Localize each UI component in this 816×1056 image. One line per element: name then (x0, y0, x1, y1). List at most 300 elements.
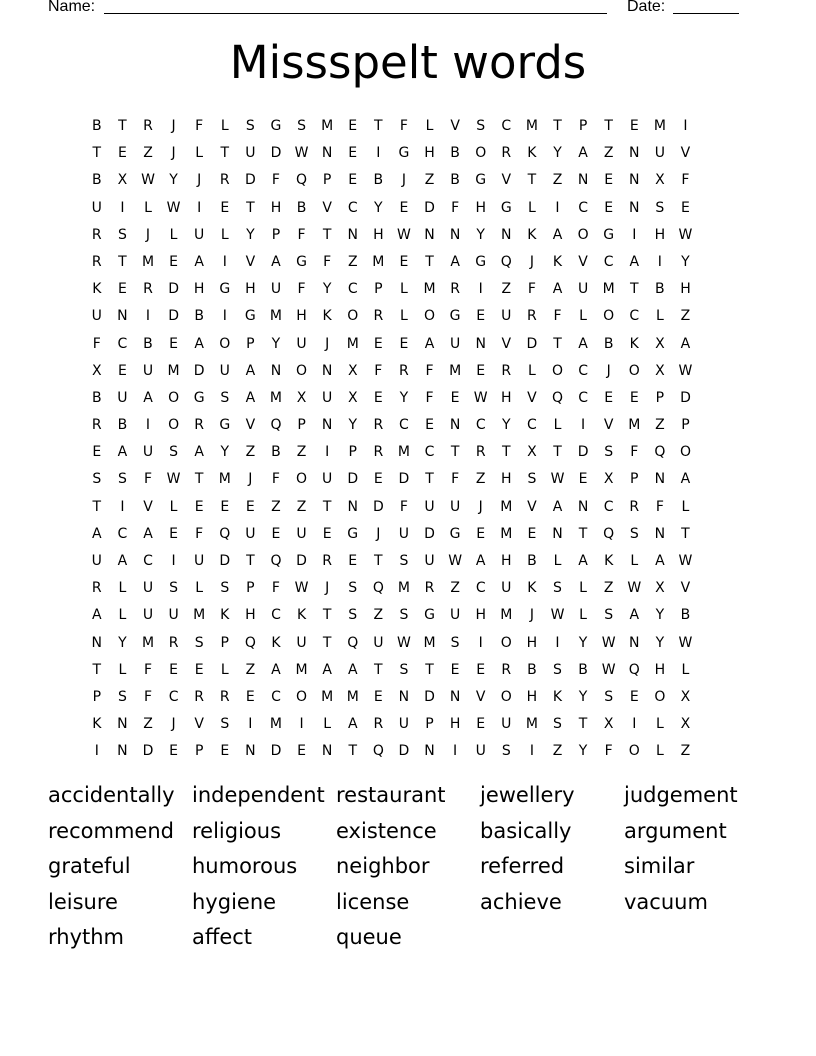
word-list-item: restaurant (336, 783, 446, 807)
grid-letter: I (145, 308, 151, 325)
grid-letter: M (500, 607, 513, 624)
grid-letter: E (373, 335, 383, 352)
grid-letter: J (171, 118, 176, 134)
grid-letter: L (527, 362, 536, 379)
grid-letter: N (629, 634, 640, 651)
grid-letter: K (527, 580, 537, 597)
grid-letter: I (222, 253, 227, 270)
grid-letter: E (578, 471, 588, 488)
grid-letter: O (679, 444, 691, 461)
grid-letter: W (678, 553, 693, 569)
grid-letter: Q (654, 444, 666, 461)
grid-row (84, 439, 698, 466)
grid-row (84, 195, 698, 222)
grid-letter: T (527, 172, 537, 189)
grid-letter: E (169, 335, 178, 352)
grid-letter: S (553, 580, 562, 597)
grid-letter: E (297, 743, 306, 760)
grid-letter: P (655, 389, 665, 406)
grid-letter: S (655, 199, 665, 216)
grid-row (84, 385, 698, 412)
grid-letter: S (117, 688, 127, 705)
grid-letter: A (578, 145, 588, 162)
grid-letter: K (92, 281, 102, 298)
grid-letter: S (245, 118, 255, 134)
grid-letter: F (92, 335, 101, 352)
grid-letter: T (553, 444, 562, 461)
grid-letter: U (398, 525, 410, 542)
grid-letter: O (168, 417, 180, 434)
grid-letter: Z (603, 580, 614, 597)
grid-letter: V (527, 498, 537, 515)
grid-letter: C (527, 417, 537, 434)
grid-letter: U (475, 743, 486, 760)
grid-letter: M (141, 253, 155, 270)
grid-letter: Z (373, 607, 384, 624)
grid-letter: I (555, 634, 560, 651)
grid-letter: F (451, 199, 460, 216)
grid-letter: R (219, 172, 230, 189)
grid-letter: A (424, 335, 435, 352)
grid-letter: M (269, 716, 282, 733)
grid-letter: N (270, 362, 282, 379)
grid-letter: L (655, 743, 664, 760)
grid-letter: H (654, 661, 666, 678)
grid-letter: O (500, 688, 512, 705)
grid-letter: G (296, 253, 307, 270)
grid-letter: I (657, 253, 662, 270)
grid-letter: E (604, 199, 614, 216)
grid-letter: Y (502, 417, 511, 434)
grid-letter: Q (219, 525, 231, 542)
grid-letter: V (680, 145, 691, 162)
grid-letter: P (425, 716, 434, 733)
grid-letter: S (553, 661, 562, 678)
grid-letter: D (398, 743, 410, 760)
grid-letter: R (143, 281, 153, 298)
grid-letter: C (399, 417, 409, 434)
grid-letter: Q (270, 553, 282, 569)
grid-letter: G (424, 607, 435, 624)
grid-letter: R (450, 281, 460, 298)
grid-letter: I (248, 716, 253, 733)
grid-letter: H (245, 607, 256, 624)
grid-letter: U (577, 281, 589, 298)
word-list-item: accidentally (48, 783, 175, 807)
grid-letter: W (627, 580, 642, 597)
word-list-item: basically (480, 818, 572, 843)
grid-letter: L (323, 716, 332, 733)
grid-letter: E (169, 253, 178, 270)
date-blank-line (673, 13, 739, 14)
grid-letter: N (321, 362, 333, 379)
grid-letter: B (450, 145, 460, 162)
grid-letter: R (91, 253, 102, 270)
grid-row (84, 303, 698, 330)
word-list-item: neighbor (336, 854, 430, 879)
grid-row (84, 711, 698, 738)
grid-letter: N (629, 145, 640, 162)
grid-letter: L (681, 661, 690, 678)
word-list-item: achieve (480, 889, 562, 914)
grid-letter: U (424, 553, 435, 569)
grid-letter: H (680, 281, 691, 298)
grid-letter: C (475, 417, 486, 434)
grid-letter: T (118, 118, 127, 134)
grid-letter: D (219, 553, 231, 569)
grid-letter: G (398, 145, 410, 162)
word-list-item: similar (624, 854, 695, 879)
grid-letter: B (680, 607, 691, 624)
grid-letter: H (245, 281, 256, 298)
grid-letter: F (451, 471, 460, 488)
grid-letter: Q (296, 172, 308, 189)
grid-letter: C (603, 498, 614, 515)
grid-letter: O (654, 688, 666, 705)
grid-letter: U (296, 634, 307, 651)
grid-letter: V (680, 580, 691, 597)
grid-letter: F (195, 118, 204, 134)
grid-letter: I (120, 199, 125, 216)
grid-letter: E (117, 362, 127, 379)
grid-letter: T (322, 226, 332, 243)
grid-letter: E (629, 389, 639, 406)
grid-letter: C (578, 362, 588, 379)
word-list-item: vacuum (624, 889, 708, 914)
grid-letter: X (92, 362, 102, 379)
grid-letter: A (194, 444, 204, 461)
grid-letter: N (398, 688, 410, 705)
grid-letter: O (628, 362, 640, 379)
grid-row (84, 466, 698, 493)
grid-letter: L (579, 580, 587, 597)
grid-letter: U (91, 553, 102, 569)
grid-letter: U (449, 607, 461, 624)
grid-letter: H (475, 607, 486, 624)
grid-letter: S (399, 661, 409, 678)
grid-letter: W (678, 362, 693, 379)
grid-letter: V (603, 417, 614, 434)
grid-letter: F (553, 308, 562, 325)
grid-letter: D (244, 172, 256, 189)
grid-letter: U (296, 335, 307, 352)
grid-letter: V (322, 199, 332, 216)
grid-letter: W (678, 226, 693, 243)
grid-letter: E (604, 172, 614, 189)
grid-letter: V (501, 172, 512, 189)
grid-letter: P (271, 226, 281, 243)
grid-letter: K (629, 335, 639, 352)
grid-letter: T (246, 553, 255, 569)
grid-letter: L (144, 199, 152, 216)
grid-letter: B (655, 281, 665, 298)
grid-letter: M (218, 471, 231, 488)
grid-letter: U (142, 607, 154, 624)
grid-letter: M (397, 444, 410, 461)
grid-letter: H (270, 199, 282, 216)
grid-letter: R (399, 362, 409, 379)
grid-letter: Q (628, 661, 640, 678)
grid-letter: S (399, 553, 409, 569)
grid-letter: R (501, 661, 512, 678)
grid-letter: G (347, 525, 359, 542)
grid-letter: D (372, 498, 384, 515)
grid-letter: O (551, 362, 563, 379)
grid-letter: K (552, 253, 563, 270)
grid-letter: Y (553, 145, 562, 162)
grid-letter: B (91, 172, 102, 189)
grid-letter: M (346, 688, 359, 705)
grid-letter: N (449, 688, 461, 705)
grid-letter: F (681, 172, 690, 189)
grid-letter: C (117, 335, 128, 352)
grid-letter: M (321, 688, 334, 705)
grid-letter: E (604, 389, 614, 406)
grid-letter: B (91, 389, 102, 406)
grid-letter: T (92, 145, 102, 162)
grid-letter: A (117, 553, 128, 569)
word-list-item: rhythm (48, 925, 125, 950)
grid-row (84, 548, 698, 575)
grid-letter: Q (603, 525, 615, 542)
grid-letter: D (398, 471, 410, 488)
grid-letter: U (501, 580, 512, 597)
word-list (48, 778, 768, 956)
grid-letter: E (476, 362, 486, 379)
grid-letter: H (501, 553, 512, 569)
grid-letter: F (425, 362, 434, 379)
grid-row (84, 630, 698, 657)
grid-letter: U (117, 389, 128, 406)
grid-letter: C (271, 688, 281, 705)
grid-letter: F (630, 444, 639, 461)
grid-letter: Y (399, 389, 409, 406)
grid-letter: M (602, 281, 615, 298)
grid-letter: E (476, 661, 486, 678)
grid-letter: R (501, 145, 512, 162)
grid-letter: K (527, 226, 537, 243)
word-list-item: jewellery (480, 783, 575, 807)
grid-letter: H (449, 716, 461, 733)
grid-letter: A (92, 525, 102, 542)
grid-letter: K (322, 308, 332, 325)
grid-letter: V (527, 389, 537, 406)
grid-letter: S (169, 444, 179, 461)
grid-letter: Z (271, 498, 281, 515)
grid-letter: W (448, 553, 463, 569)
grid-letter: Y (169, 172, 178, 189)
grid-letter: L (681, 498, 690, 515)
grid-letter: L (220, 661, 229, 678)
grid-letter: R (322, 553, 332, 569)
grid-letter: K (92, 716, 102, 733)
grid-letter: N (117, 716, 128, 733)
grid-letter: B (527, 661, 537, 678)
grid-letter: I (478, 281, 483, 298)
grid-letter: F (143, 471, 153, 488)
grid-letter: I (299, 716, 304, 733)
grid-letter: U (270, 281, 282, 298)
grid-letter: A (347, 661, 358, 678)
grid-letter: E (169, 743, 178, 760)
grid-letter: F (655, 498, 664, 515)
grid-letter: S (399, 607, 409, 624)
page-title: Missspelt words (229, 36, 587, 89)
grid-letter: D (296, 553, 307, 569)
grid-letter: T (220, 145, 230, 162)
grid-letter: E (399, 253, 409, 270)
grid-letter: F (271, 580, 280, 597)
grid-letter: R (373, 417, 384, 434)
grid-letter: W (678, 634, 693, 651)
grid-letter: N (321, 417, 333, 434)
grid-letter: E (194, 661, 204, 678)
grid-letter: X (347, 389, 358, 406)
grid-letter: M (269, 389, 282, 406)
grid-letter: F (271, 471, 280, 488)
grid-letter: O (296, 362, 308, 379)
grid-letter: M (525, 118, 538, 134)
grid-letter: E (245, 498, 255, 515)
grid-letter: E (271, 525, 281, 542)
grid-letter: A (450, 253, 460, 270)
grid-letter: J (248, 471, 253, 488)
word-list-item: religious (192, 818, 282, 843)
grid-letter: A (271, 661, 281, 678)
grid-letter: N (424, 226, 435, 243)
grid-letter: F (297, 226, 306, 243)
grid-row (84, 575, 698, 602)
grid-letter: L (630, 553, 639, 569)
word-list-item: grateful (48, 854, 131, 879)
grid-letter: U (322, 389, 333, 406)
grid-letter: W (473, 389, 488, 406)
grid-letter: A (322, 661, 332, 678)
grid-letter: Q (551, 389, 563, 406)
grid-letter: E (348, 172, 358, 189)
grid-letter: T (348, 743, 358, 760)
grid-letter: P (322, 172, 332, 189)
grid-letter: E (348, 145, 358, 162)
grid-letter: U (449, 335, 461, 352)
grid-letter: I (145, 417, 151, 434)
grid-letter: M (269, 308, 282, 325)
grid-letter: Z (143, 145, 153, 162)
word-list-item: judgement (624, 783, 738, 807)
grid-letter: U (142, 580, 154, 597)
grid-letter: Z (552, 172, 563, 189)
grid-letter: L (527, 199, 536, 216)
grid-letter: W (294, 580, 309, 597)
grid-letter: P (246, 335, 255, 352)
grid-letter: Z (680, 308, 691, 325)
grid-letter: D (424, 525, 435, 542)
grid-letter: W (294, 145, 309, 162)
grid-letter: T (246, 199, 255, 216)
grid-letter: D (577, 444, 589, 461)
grid-letter: U (424, 498, 435, 515)
grid-letter: Y (322, 281, 332, 298)
grid-letter: N (475, 335, 486, 352)
grid-letter: L (553, 553, 562, 569)
grid-letter: X (655, 580, 665, 597)
word-list-item: recommend (48, 818, 174, 843)
grid-letter: J (145, 226, 151, 243)
grid-letter: H (193, 281, 205, 298)
grid-letter: D (526, 335, 538, 352)
grid-letter: B (373, 172, 384, 189)
grid-letter: Y (655, 607, 665, 624)
grid-letter: T (425, 661, 434, 678)
grid-letter: Q (500, 253, 512, 270)
grid-letter: P (194, 743, 204, 760)
grid-letter: J (325, 580, 330, 597)
grid-letter: A (143, 525, 153, 542)
grid-letter: X (655, 172, 665, 189)
grid-letter: T (322, 634, 332, 651)
grid-letter: A (629, 253, 640, 270)
grid-letter: O (296, 688, 308, 705)
grid-letter: O (577, 226, 589, 243)
grid-letter: B (296, 199, 307, 216)
grid-letter: L (655, 716, 664, 733)
grid-letter: R (143, 118, 153, 134)
grid-letter: E (476, 525, 486, 542)
grid-letter: E (220, 743, 230, 760)
grid-letter: A (143, 389, 153, 406)
grid-letter: P (220, 634, 229, 651)
grid-letter: W (141, 172, 155, 189)
grid-letter: O (219, 335, 231, 352)
grid-letter: O (424, 308, 436, 325)
grid-letter: R (629, 498, 640, 515)
grid-letter: C (347, 199, 358, 216)
grid-letter: M (423, 281, 436, 298)
grid-letter: W (601, 661, 616, 678)
grid-letter: H (475, 199, 486, 216)
word-list-item: referred (480, 854, 565, 879)
grid-letter: C (424, 444, 435, 461)
grid-letter: U (219, 362, 230, 379)
grid-letter: F (323, 253, 332, 270)
grid-row (84, 494, 698, 521)
grid-letter: T (322, 498, 332, 515)
grid-letter: Y (246, 226, 255, 243)
grid-letter: T (604, 118, 613, 134)
grid-letter: V (245, 253, 256, 270)
grid-letter: U (245, 525, 256, 542)
grid-letter: M (653, 118, 666, 134)
grid-letter: M (500, 525, 513, 542)
grid-letter: S (629, 525, 639, 542)
grid-letter: S (604, 607, 614, 624)
grid-letter: Y (655, 634, 665, 651)
grid-letter: P (92, 688, 102, 705)
grid-letter: R (373, 716, 384, 733)
grid-letter: J (197, 172, 202, 189)
grid-letter: I (325, 444, 330, 461)
word-list-item: license (336, 889, 410, 914)
grid-letter: N (347, 226, 358, 243)
grid-letter: U (142, 444, 154, 461)
grid-letter: E (92, 444, 102, 461)
grid-letter: L (169, 226, 178, 243)
grid-letter: E (194, 498, 204, 515)
grid-letter: B (271, 444, 281, 461)
grid-letter: L (579, 308, 587, 325)
grid-letter: Z (655, 417, 665, 434)
grid-letter: R (373, 308, 384, 325)
